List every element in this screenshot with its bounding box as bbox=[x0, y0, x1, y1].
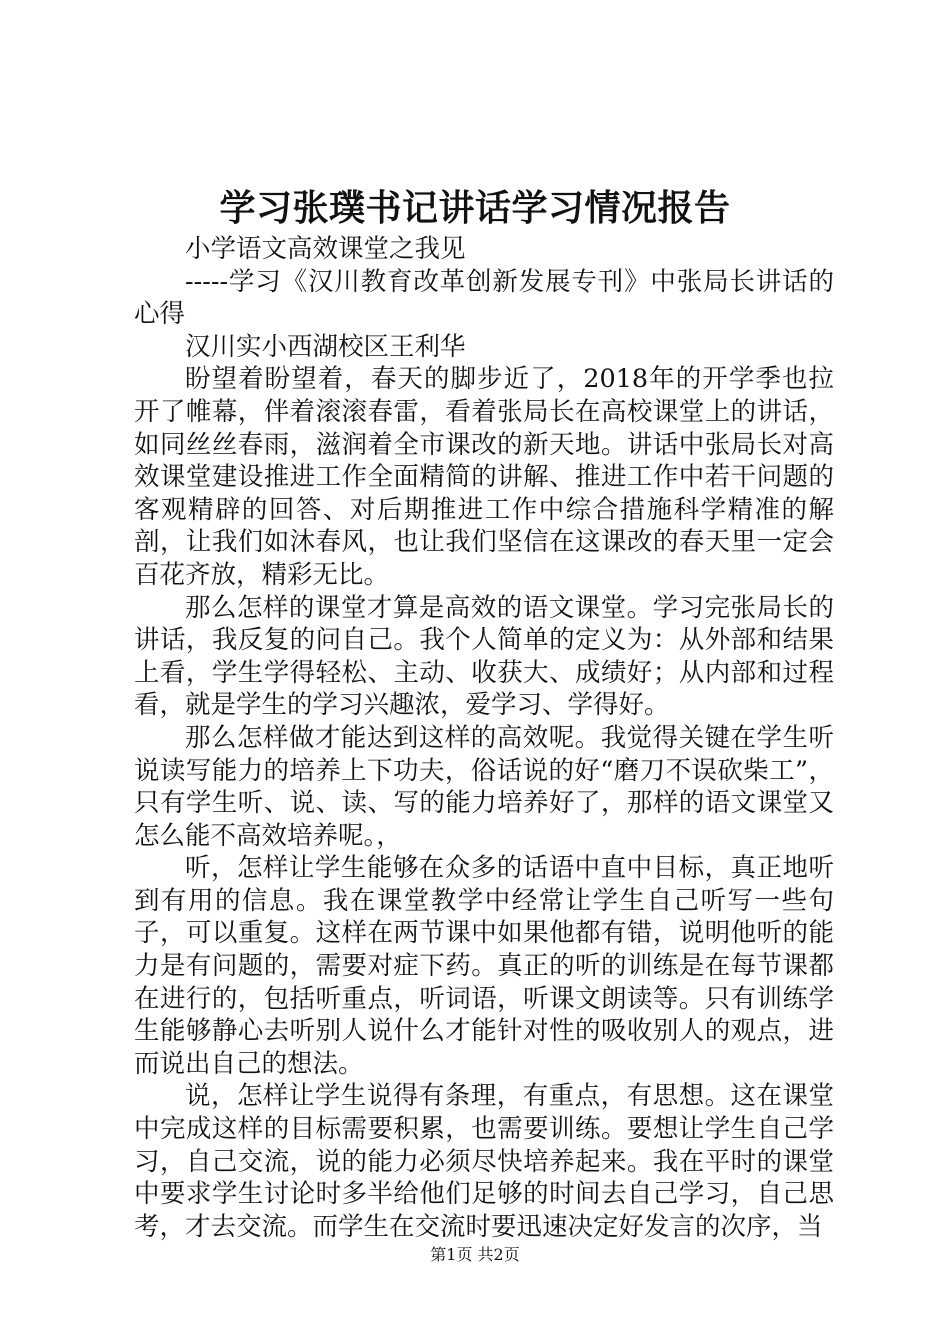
document-title: 学习张璞书记讲话学习情况报告 bbox=[219, 187, 731, 229]
document-body bbox=[134, 233, 834, 1243]
page-footer: 第1页 共2页 bbox=[430, 1245, 520, 1264]
body-paragraph: 说，怎样让学生说得有条理，有重点，有思想。这在课堂中完成这样的目标需要积累，也需要训练。要想让学生自己学习，自己交流，说的能力必须尽快培养起来。我在平时的课堂中要求学生讨论时多半给他们足够的时间去自己学习，自己思考，才去交流。而学生在交流时要迅速决定好发言的次序，当 bbox=[134, 1081, 834, 1242]
body-paragraph: 盼望着盼望着，春天的脚步近了，2018年的开学季也拉开了帷幕，伴着滚滚春雷，看着张局长在高校课堂上的讲话，如同丝丝春雨，滋润着全市课改的新天地。讲话中张局长对高效课堂建设推进工作全面精简的讲解、推进工作中若干问题的客观精辟的回答、对后期推进工作中综合措施科学精准的解剖，让我们如沐春风，也让我们坚信在这课改的春天里一定会百花齐放，精彩无比。 bbox=[134, 364, 834, 590]
author-line: 汉川实小西湖校区王利华 bbox=[185, 331, 466, 362]
body-paragraph: 听，怎样让学生能够在众多的话语中直中目标，真正地听到有用的信息。我在课堂教学中经常让学生自己听写一些句子，可以重复。这样在两节课中如果他都有错，说明他听的能力是有问题的，需要对症下药。真正的听的训练是在每节课都在进行的，包括听重点，听词语，听课文朗读等。只有训练学生能够静心去听别人说什么才能针对性的吸收别人的观点，进而说出自己的想法。 bbox=[134, 853, 834, 1079]
subtitle-note: -----学习《汉川教育改革创新发展专刊》中张局长讲话的心得 bbox=[134, 266, 834, 330]
body-paragraph: 那么怎样的课堂才算是高效的语文课堂。学习完张局长的讲话，我反复的问自己。我个人简单的定义为：从外部和结果上看，学生学得轻松、主动、收获大、成绩好；从内部和过程看，就是学生的学习兴趣浓，爱学习、学得好。 bbox=[134, 592, 834, 721]
body-paragraph: 那么怎样做才能达到这样的高效呢。我觉得关键在学生听说读写能力的培养上下功夫，俗话说的好“磨刀不误砍柴工”，只有学生听、说、读、写的能力培养好了，那样的语文课堂又怎么能不高效培养呢。， bbox=[134, 722, 834, 851]
subtitle: 小学语文高效课堂之我见 bbox=[185, 234, 466, 264]
